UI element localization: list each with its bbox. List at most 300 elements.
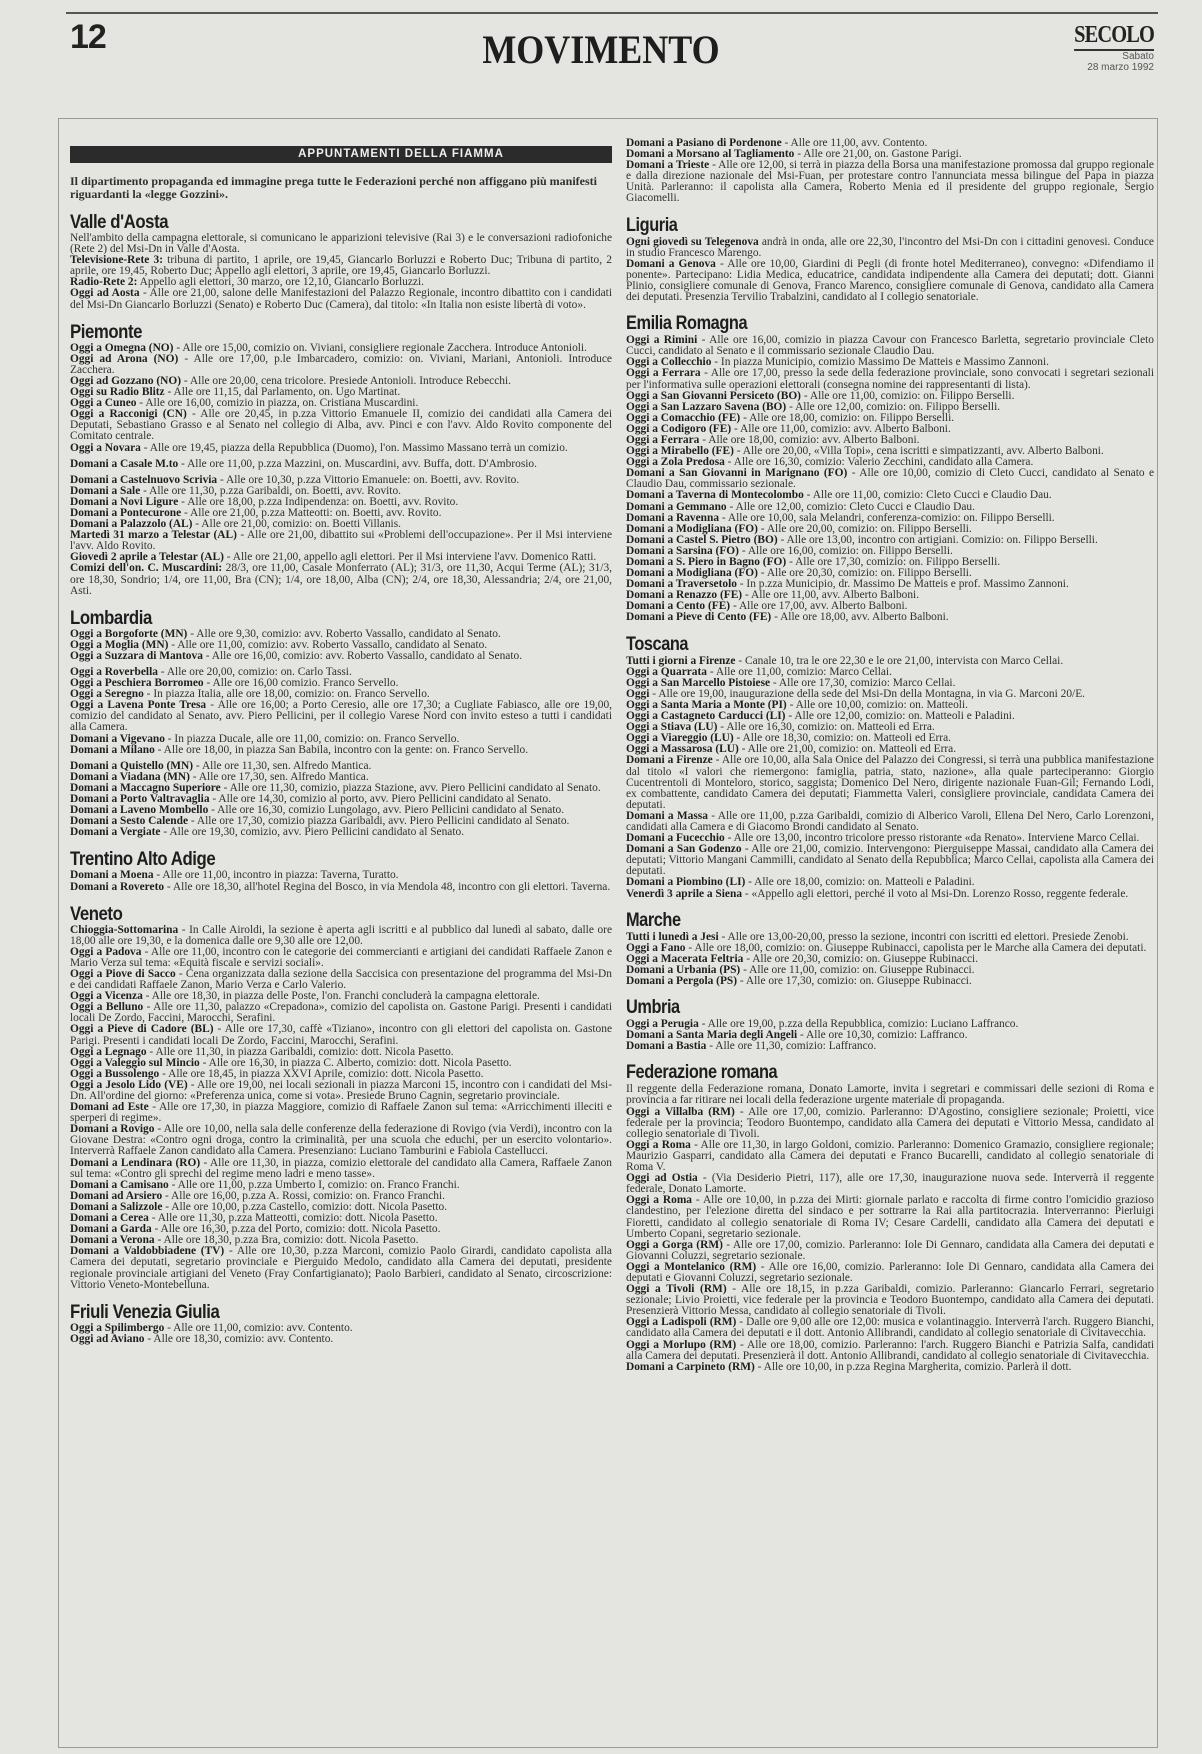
entry-text: - Alle ore 11,30, in largo Goldoni, comizio. Parleranno: Domenico Gramazio, consigliere regionale; Maurizio Gasparri, candidato alla Camera dei deputati e Franco Bucarelli, candidato al collegio senatoriale di Roma V. xyxy=(626,1138,1154,1174)
entry-text: - Alle ore 11,30, comizio: Laffranco. xyxy=(706,1040,877,1053)
entry-text: Il reggente della Federazione romana, Donato Lamorte, invita i segretari e commissari delle sezioni di Roma e provincia a far ritirare nei locali della federazione urgente materiale di propaganda. xyxy=(626,1083,1154,1107)
entry-lead: Domani a Santa Maria degli Angeli xyxy=(626,1029,798,1042)
entry-text: - Alle ore 12,00, comizio: Cleto Cucci e Claudio Dau. xyxy=(726,500,975,513)
left-regions xyxy=(70,212,612,1345)
entry-text: - Alle ore 11,00, avv. Contento. xyxy=(781,137,928,149)
entry-lead: Radio-Rete 2: xyxy=(70,276,138,289)
entry-lead: Domani a Fucecchio xyxy=(626,832,725,845)
announcement-entry xyxy=(70,1124,612,1157)
entry-lead: Domani a Viadana (MN) xyxy=(70,770,190,783)
entry-text: - Alle ore 12,00, si terrà in piazza della Borsa una manifestazione promossa dal gruppo regionale e dalla direzione nazionale del Msi-Fuan, per protestare contro l'annunciata messa bilingue del Papa in piazza Unità. Parleranno: il capolista alla Camera, Roberto Menia ed il presidente del gruppo regionale, Sergio Giacomelli. xyxy=(626,159,1154,205)
entry-text: - Alle ore 12,00, comizio: on. Filippo Berselli. xyxy=(786,400,1001,413)
entry-text: - Alle ore 19,45, piazza della Repubblica (Duomo), l'on. Massimo Massano terrà un comizio. xyxy=(140,441,568,454)
entry-lead: Domani a Modigliana (FO) xyxy=(626,522,758,535)
entry-text: - Alle ore 10,00, in p.zza dei Mirti: giornale parlato e raccolta di firme contro l'omicidio grazioso clandestino, per l'elezione diretta del sindaco e per sottrarre la Rai alla partitocrazia. Interverranno: Pierluigi Fioretti, candidato al collegio senatoriale di Roma IV; Cesare Cardelli, candidato alla Camera dei deputati e Umberto Copani, segretario sezionale. xyxy=(626,1194,1154,1240)
entry-lead: Oggi a Castagneto Carducci (LI) xyxy=(626,710,786,723)
entry-text: - Alle ore 20,45, in p.zza Vittorio Emanuele II, comizio dei candidati alla Camera dei Deputati, Sebastiano Grasso e al Senato nel collegio di Alba, avv. Pinci e con l'avv. Aldo Rovito componente del Comitato centrale. xyxy=(70,408,612,443)
announcement-entry xyxy=(626,259,1154,303)
entry-lead: Domani a Lendinara (RO) xyxy=(70,1156,201,1169)
announcement-entry xyxy=(626,976,1154,987)
announcement-entry xyxy=(70,1080,612,1102)
entry-text: - Alle ore 21,00, appello agli elettori. Per il Msi interviene l'avv. Domenico Ratti. xyxy=(223,551,597,564)
entry-text: - Alle ore 16,00; a Porto Ceresio, alle ore 17,30; a Cugliate Fabiasco, alle ore 19,00, comizio del candidato al Senato, avv. Piero Pellicini, per il collegio Varese Nord con invito esteso a tutti i candidati alla Camera. xyxy=(70,699,612,734)
entry-lead: Oggi a Belluno xyxy=(70,1001,144,1014)
announcement-entry xyxy=(626,1240,1154,1262)
entry-lead: Domani a Rovereto xyxy=(70,880,165,893)
announcement-entry xyxy=(70,563,612,596)
announcement-entry xyxy=(626,335,1154,357)
entry-text: - Alle ore 11,30, in piazza Garibaldi, comizio: dott. Nicola Pasetto. xyxy=(146,1045,454,1058)
entry-text: - Alle ore 18,00, comizio. Parleranno: l'arch. Ruggero Bianchi e Patrizia Salfa, candidati alla Camera dei deputati. Presenzierà il dott. Antonio Allibrandi, candidato al collegio senatoriale di Civitavecchia. xyxy=(626,1338,1154,1362)
entry-text: - Alle ore 11,00, p.zza Umberto I, comizio: on. Franco Franchi. xyxy=(168,1178,460,1191)
entry-lead: Domani a Camisano xyxy=(70,1178,169,1191)
region-section xyxy=(626,998,1154,1052)
region-title: Veneto xyxy=(70,902,123,925)
region-title: Valle d'Aosta xyxy=(70,211,169,233)
announcement-entry xyxy=(70,827,612,838)
entry-text: - Alle ore 16,30, in piazza C. Alberto, comizio: dott. Nicola Pasetto. xyxy=(199,1056,512,1069)
entry-text: - Alle ore 20,00, «Villa Topi», cena iscritti e simpatizzanti, avv. Alberto Balboni. xyxy=(733,445,1104,458)
entry-text: - Alle ore 20,00, comizio: on. Filippo Berselli. xyxy=(757,522,972,535)
announcement-entry xyxy=(626,612,1154,623)
entry-lead: Oggi a Suzzara di Mantova xyxy=(70,649,203,662)
entry-text: - Alle ore 19,00, p.zza della Repubblica, comizio: Luciano Laffranco. xyxy=(698,1018,1019,1031)
announcement-entry xyxy=(626,368,1154,390)
entry-lead: Domani a Bastia xyxy=(626,1040,707,1053)
entry-lead: Domani a Trieste xyxy=(626,159,710,172)
announcement-entry xyxy=(626,889,1154,900)
entry-lead: Oggi a Peschiera Borromeo xyxy=(70,677,204,690)
entry-lead: Oggi a San Marcello Pistoiese xyxy=(626,676,771,689)
entry-text: - Alle ore 11,30, sen. Alfredo Mantica. xyxy=(193,759,372,772)
entry-text: - Alle ore 11,30, palazzo «Crepadona», comizio del capolista on. Gastone Parigi. Presenti i candidati locali De Zordo, Faccini, Marocchi, Serafini. xyxy=(70,1001,613,1025)
entry-text: - In piazza Municipio, comizio Massimo De Matteis e Massimo Zannoni. xyxy=(711,356,1049,369)
entry-text: - In Calle Airoldi, la sezione è aperta agli iscritti e al pubblico dal lunedì al sabato, dalle ore 18,00 alle ore 19,30, e la domenica dalle ore 9,30 alle ore 12,00. xyxy=(70,923,612,947)
entry-text: - Alle ore 16,00, p.zza A. Rossi, comizio: on. Franco Franchi. xyxy=(162,1189,446,1202)
entry-lead: Domani a Rovigo xyxy=(70,1123,155,1136)
entry-text: - Alle ore 10,00, sala Melandri, conferenza-comizio: on. Filippo Berselli. xyxy=(719,511,1055,524)
entry-text: - Alle ore 20,00, cena tricolore. Presiede Antonioli. Introduce Rebecchi. xyxy=(181,374,511,387)
entry-lead: Domani a Casale M.to xyxy=(70,457,179,470)
region-title: Marche xyxy=(626,909,681,931)
entry-text: - In piazza Ducale, alle ore 11,00, comizio: on. Franco Servello. xyxy=(164,732,460,745)
entry-lead: Domani a Traversetolo xyxy=(626,578,737,591)
announcement-entry xyxy=(70,530,612,552)
entry-text: - Alle ore 13,00-20,00, presso la sezione, incontri con iscritti ed elettori. Presiede Zenobi. xyxy=(718,930,1129,943)
entry-lead: Oggi a Ferrara xyxy=(626,367,701,380)
entry-lead: Ogni giovedì su Telegenova xyxy=(626,235,759,248)
entry-lead: Domani a Castel S. Pietro (BO) xyxy=(626,533,778,546)
entry-text: - Alle ore 18,30, comizio: avv. Contento. xyxy=(144,1332,334,1345)
entry-lead: Oggi a Comacchio (FE) xyxy=(626,411,741,424)
announcement-entry xyxy=(626,844,1154,877)
entry-text: - Alle ore 12,00, comizio: on. Matteoli e Paladini. xyxy=(785,710,1015,723)
entry-lead: Oggi a Quarrata xyxy=(626,665,707,678)
entry-text: - Alle ore 14,30, comizio al porto, avv. Piero Pellicini candidato al Senato. xyxy=(209,793,552,806)
entry-lead: Domani a Sale xyxy=(70,484,141,497)
newspaper-brand xyxy=(1054,22,1154,73)
region-section xyxy=(626,635,1154,900)
entry-lead: Oggi a Padova xyxy=(70,945,142,958)
entry-lead: Domani a San Godenzo xyxy=(626,843,742,856)
entry-lead: Domani a Valdobbiadene (TV) xyxy=(70,1245,225,1258)
entry-lead: Domani a Massa xyxy=(626,809,708,822)
entry-lead: Domani a Novi Ligure xyxy=(70,495,179,508)
entry-text: - Alle ore 11,00, comizio: Cleto Cucci e Claudio Dau. xyxy=(803,489,1052,502)
entry-lead: Oggi a Stiava (LU) xyxy=(626,721,718,734)
entry-text: - Alle ore 17,30, in piazza Maggiore, comizio di Raffaele Zanon sul tema: «Arricchimenti illeciti e sperperi di regime». xyxy=(70,1101,612,1125)
entry-lead: Tutti i lunedì a Jesi xyxy=(626,930,719,943)
entry-lead: Oggi a Vicenza xyxy=(70,990,143,1003)
entry-lead: Domani a San Giovanni in Marignano (FO) xyxy=(626,467,848,480)
entry-lead: Oggi a Montelanico (RM) xyxy=(626,1260,757,1273)
entry-text: - Alle ore 11,00, comizio: avv. Contento. xyxy=(164,1321,353,1334)
entry-text: - In p.zza Municipio, dr. Massimo De Matteis e prof. Massimo Zannoni. xyxy=(736,578,1069,591)
entry-text: - Alle ore 21,00, p.zza Matteotti: on. Boetti, avv. Rovito. xyxy=(181,506,442,519)
region-section xyxy=(70,608,612,839)
announcement-entry xyxy=(626,1340,1154,1362)
entry-lead: Domani a Ravenna xyxy=(626,511,720,524)
entry-lead: Oggi ad Gozzano (NO) xyxy=(70,374,182,387)
entry-lead: Oggi a Moglia (MN) xyxy=(70,638,169,651)
entry-text: - Alle ore 18,00, comizio: on. Giuseppe Rubinacci, capolista per le Marche alla Camera dei deputati. xyxy=(685,941,1147,954)
entry-lead: Martedì 31 marzo a Telestar (AL) xyxy=(70,529,237,542)
entry-lead: Oggi a Macerata Feltria xyxy=(626,952,744,965)
entry-text: - Alle ore 18,30, p.zza Bra, comizio: dott. Nicola Pasetto. xyxy=(154,1234,419,1247)
entry-text: - Alle ore 17,30, sen. Alfredo Mantica. xyxy=(189,770,369,783)
entry-lead: Domani a Milano xyxy=(70,743,155,756)
entry-text: - Alle ore 11,00, p.zza Mazzini, on. Muscardini, avv. Buffa, dott. D'Ambrosio. xyxy=(178,457,537,470)
entry-lead: Domani a Sarsina (FO) xyxy=(626,544,739,557)
announcement-entry xyxy=(626,755,1154,810)
announcement-entry xyxy=(70,409,612,442)
announcement-entry xyxy=(626,237,1154,259)
entry-text: - Alle ore 11,00, incontro in piazza: Taverna, Turatto. xyxy=(153,869,399,882)
entry-text: - Alle ore 11,00, comizio: on. Giuseppe Rubinacci. xyxy=(740,963,975,976)
region-section xyxy=(626,216,1154,304)
region-title: Lombardia xyxy=(70,606,152,629)
entry-text: - Alle ore 11,30, comizio, piazza Stazione, avv. Piero Pellicini candidato al Senato. xyxy=(220,781,601,794)
entry-text: - Alle ore 10,30, p.zza Vittorio Emanuele: on. Boetti, avv. Rovito. xyxy=(217,473,520,486)
entry-text: - Alle ore 11,30, p.zza Matteotti, comizio: dott. Nicola Pasetto. xyxy=(148,1212,438,1225)
announcement-entry xyxy=(70,233,612,255)
entry-lead: Oggi a Roma xyxy=(626,1194,692,1207)
entry-lead: Oggi a Ferrara xyxy=(626,433,700,446)
region-section xyxy=(626,314,1154,623)
entry-lead: Oggi a Cuneo xyxy=(70,397,137,410)
region-title: Friuli Venezia Giulia xyxy=(70,1300,220,1323)
section-title: MOVIMENTO xyxy=(482,27,720,72)
entry-lead: Oggi a Lavena Ponte Tresa xyxy=(70,699,207,712)
entry-lead: Oggi a Omegna (NO) xyxy=(70,341,174,354)
entry-lead: Domani a Vigevano xyxy=(70,732,165,745)
entry-lead: Oggi a Mirabello (FE) xyxy=(626,445,734,458)
region-section xyxy=(626,911,1154,987)
entry-lead: Domani a Modigliana (FO) xyxy=(626,567,758,580)
announcement-entry xyxy=(626,1195,1154,1239)
entry-lead: Oggi ad Ostia xyxy=(626,1172,698,1185)
entry-lead: Oggi a Ladispoli (RM) xyxy=(626,1316,737,1329)
entry-lead: Domani a Gemmano xyxy=(626,500,727,513)
entry-text: - Alle ore 17,00, presso la sede della federazione provinciale, sono convocati i segretari sezionali per l'informativa sulle operazioni elettorali (consegna nomine dei rappresentanti di lista). xyxy=(626,367,1154,391)
entry-text: - Canale 10, tra le ore 22,30 e le ore 21,00, intervista con Marco Cellai. xyxy=(735,654,1064,667)
announcement-entry xyxy=(70,255,612,277)
entry-text: - Alle ore 18,00, p.zza Indipendenza: on. Boetti, avv. Rovito. xyxy=(178,495,459,508)
entry-text: - Alle ore 17,00, avv. Alberto Balboni. xyxy=(730,600,908,613)
entry-lead: Domani a Pontecurone xyxy=(70,506,182,519)
entry-text: - Alle ore 10,00, comizio: on. Matteoli. xyxy=(786,698,968,711)
entry-text: - Alle ore 13,00, incontro tricolore presso ristorante «da Renato». Interviene Marco Cellai. xyxy=(724,832,1140,845)
entry-lead: Oggi a Codigoro (FE) xyxy=(626,422,732,435)
entry-text: - Alle ore 11,30, in piazza, comizio elettorale del candidato alla Camera, Raffaele Zanon sul tema: «Contro gli sprechi del regime meno ladri e meno tasse». xyxy=(70,1156,612,1180)
entry-text: - Alle ore 19,00, nei locali sezionali in piazza Marconi 15, incontro con i candidati del Msi-Dn. All'ordine del giorno: «Preferenza unica, come si vota». Presiede Bruno Cagnin, segretario provinciale. xyxy=(70,1078,612,1102)
entry-text: - Alle ore 21,00, comizio: on. Matteoli ed Erra. xyxy=(738,743,957,756)
entry-text: - Alle ore 18,00, in piazza San Babila, incontro con la gente: on. Franco Servello. xyxy=(154,743,529,756)
entry-lead: Oggi a Massarosa (LU) xyxy=(626,743,739,756)
entry-text: - Alle ore 18,00, avv. Alberto Balboni. xyxy=(771,611,949,624)
entry-lead: Domani a Salizzole xyxy=(70,1200,163,1213)
announcement-entry xyxy=(70,925,612,947)
announcement-entry xyxy=(70,288,612,310)
entry-text: - Alle ore 13,00, incontro con artigiani. Comizio: on. Filippo Berselli. xyxy=(777,533,1098,546)
entry-text: Nell'ambito della campagna elettorale, si comunicano le apparizioni televisive (Rai 3) e le conversazioni radiofoniche (Rete 2) del Msi-Dn in Valle d'Aosta. xyxy=(70,232,612,256)
entry-lead: Domani a Vergiate xyxy=(70,826,161,839)
entry-text: - Alle ore 17,30, comizio: Marco Cellai. xyxy=(770,676,956,689)
entry-text: - Alle ore 21,00, dibattito sui «Problemi dell'occupazione». Per il Msi interviene l'avv. Aldo Rovito. xyxy=(70,529,613,553)
entry-lead: Oggi a Pieve di Cadore (BL) xyxy=(70,1023,214,1036)
entry-text: - Alle ore 20,30, comizio: on. Filippo Berselli. xyxy=(757,567,972,580)
entry-text: - (Via Desiderio Pietri, 117), alle ore 17,30, inaugurazione nuova sede. Interverrà il reggente federale, Donato Lamorte. xyxy=(626,1172,1154,1196)
entry-lead: Oggi ad Aviano xyxy=(70,1332,145,1345)
entry-text: - Alle ore 16,00 comizio. Franco Servello. xyxy=(203,677,399,690)
entry-lead: Domani a Genova xyxy=(626,257,716,270)
announcement-entry xyxy=(70,354,612,376)
announcement-entry xyxy=(70,1158,612,1180)
announcement-entry xyxy=(626,1317,1154,1339)
entry-text: - Dalle ore 9,00 alle ore 12,00: musica e volantinaggio. Interverrà l'arch. Ruggero Bianchi, candidato alla Camera dei deputati e il dott. Antonio Allibrandi, candidato al collegio senatoriale di Civitavecchia. xyxy=(626,1316,1155,1340)
entry-lead: Oggi a Roverbella xyxy=(70,666,158,678)
entry-lead: Domani a Cento (FE) xyxy=(626,600,731,613)
entry-lead: Domani a Pasiano di Pordenone xyxy=(626,137,782,149)
entry-lead: Tutti i giorni a Firenze xyxy=(626,654,736,667)
entry-text: - Alle ore 10,00, comizio di Cleto Cucci, candidato al Senato e Claudio Dau, commissario sezionale. xyxy=(626,467,1154,491)
entry-lead: Oggi a Santa Maria a Monte (PI) xyxy=(626,698,787,711)
entry-lead: Oggi a Gorga (RM) xyxy=(626,1238,723,1251)
entry-lead: Oggi a Bussolengo xyxy=(70,1067,160,1080)
announcement-entry xyxy=(626,1284,1154,1317)
entry-text: - «Appello agli elettori, perché il voto al Msi-Dn. Lorenzo Rosso, reggente federale. xyxy=(742,887,1129,900)
entry-lead: Domani a Moena xyxy=(70,869,154,882)
entry-text: - Alle ore 10,30, comizio: Laffranco. xyxy=(797,1029,968,1042)
entry-lead: Oggi ad Aosta xyxy=(70,287,140,300)
entry-text: - Alle ore 16,00, comizio in piazza Cavour con Francesco Barletta, segretario provinciale Cleto Cucci, candidato al Senato e il commissario sezionale Claudio Dau. xyxy=(626,334,1155,358)
entry-lead: Oggi ad Arona (NO) xyxy=(70,352,179,365)
entry-lead: Oggi a Novara xyxy=(70,441,141,454)
entry-lead: Domani a S. Piero in Bagno (FO) xyxy=(626,556,787,568)
entry-lead: Oggi a Collecchio xyxy=(626,356,712,369)
announcement-entry xyxy=(70,459,612,470)
announcement-entry xyxy=(626,1262,1154,1284)
entry-lead: Oggi a Zola Predosa xyxy=(626,456,725,469)
entry-text: - Alle ore 21,00, on. Gastone Parigi. xyxy=(794,148,962,161)
announcement-entry xyxy=(70,1334,612,1345)
entry-lead: Domani a Urbania (PS) xyxy=(626,963,741,976)
intro-paragraph: Il dipartimento propaganda ed immagine prega tutte le Federazioni perché non affiggano più manifesti riguardanti la «legge Gozzini». xyxy=(70,174,597,201)
announcement-entry xyxy=(626,1140,1154,1173)
entry-lead: Oggi a Perugia xyxy=(626,1018,699,1031)
entry-lead: Domani a Maccagno Superiore xyxy=(70,781,221,794)
entry-text: - Alle ore 11,00, comizio: Marco Cellai. xyxy=(707,665,892,678)
right-regions xyxy=(626,138,1154,1373)
entry-lead: Oggi su Radio Blitz xyxy=(70,386,165,399)
entry-text: - Alle ore 11,00, avv. Alberto Balboni. xyxy=(742,589,920,602)
region-title: Federazione romana xyxy=(626,1062,778,1084)
entry-text: - Alle ore 11,00, p.zza Garibaldi, comizio di Alberico Varoli, Ellena Del Nero, Carlo Lorenzoni, candidati alla Camera e di Giacomo Brondi candidato al Senato. xyxy=(626,809,1154,833)
entry-lead: Oggi a Seregno xyxy=(70,688,144,701)
entry-lead: Domani a Piombino (LI) xyxy=(626,876,746,889)
announcement-entry xyxy=(626,1173,1154,1195)
brand-day: Sabato xyxy=(1122,51,1154,62)
announcement-entry xyxy=(70,1002,612,1024)
entry-lead: Oggi a Viareggio (LU) xyxy=(626,732,734,745)
entry-text: - Alle ore 19,30, comizio, avv. Piero Pellicini candidato al Senato. xyxy=(160,826,465,839)
entry-text: - Alle ore 18,15, in p.zza Garibaldi, comizio. Parleranno: Giancarlo Ferrari, segretario sezionale; Livio Proietti, vice federale per la provincia e Teodoro Buontempo, candidato alla Camera dei deputati. Presenzierà Vittorio Messa, candidato al collegio senatoriale di Tivoli. xyxy=(626,1283,1154,1318)
announcement-entry xyxy=(626,1362,1154,1373)
announcement-entry xyxy=(70,651,612,662)
announcement-entry xyxy=(626,1084,1154,1106)
entry-text: - Alle ore 11,00, comizio: avv. Roberto Vassallo, candidato al Senato. xyxy=(168,638,488,651)
entry-text: 28/3, ore 11,00, Casale Monferrato (AL); 31/3, ore 11,30, Acqui Terme (AL); 31/3, ore 18,30, Sondrio; 1/4, ore 11,00, Bra (CN); 1/4, ore 18,00, Alba (CN); 2/4, ore 18,30, Alessandria; 2/4, ore 21,00, Asti. xyxy=(70,562,612,597)
entry-text: - Alle ore 16,00, comizio. Parleranno: Iole Di Gennaro, candidata alla Camera dei deputati e Giovanni Coluzzi, segretario sezionale. xyxy=(626,1260,1154,1284)
entry-text: - Alle ore 11,00, comizio: avv. Alberto Balboni. xyxy=(731,422,951,435)
entry-lead: Oggi a San Giovanni Persiceto (BO) xyxy=(626,389,801,402)
region-section xyxy=(70,212,612,311)
entry-lead: Oggi a Roma xyxy=(626,1138,691,1151)
entry-lead: Domani a Sesto Calende xyxy=(70,815,189,828)
left-column xyxy=(70,142,612,1356)
entry-text: - Alle ore 11,00, incontro con le categorie dei commercianti e artigiani dei candidati Raffaele Zanon e Mario Verza sul tema: «Equità fiscale e servizi sociali». xyxy=(70,945,612,969)
entry-text: - Alle ore 10,00, alla Sala Onice del Palazzo dei Congressi, si terrà una pubblica manifestazione dal titolo «I valori che riemergono: famiglia, patria, stato, nazione», alla quale parteciperanno: Giorgio Cucentrentoli di Monteloro, storico, saggista; Domenico Del Nero, dirigente nazionale Fuan-Gil; Fernando Lodi, ex combattente, candidato Camera dei deputati; Fiammetta Valeri, consigliere provinciale, candidata Camera dei deputati. xyxy=(626,754,1154,811)
page-number: 12 xyxy=(70,18,106,56)
region-section xyxy=(70,322,612,597)
brand-date: 28 marzo 1992 xyxy=(1087,62,1154,73)
announcement-entry xyxy=(626,160,1154,204)
entry-text: - Alle ore 11,15, dal Parlamento, on. Ugo Martinat. xyxy=(164,386,401,399)
entry-text: - Alle ore 9,30, comizio: avv. Roberto Vassallo, candidato al Senato. xyxy=(187,627,501,640)
region-section xyxy=(626,1063,1154,1372)
entry-lead: Oggi a Villalba (RM) xyxy=(626,1105,735,1118)
entry-lead: Oggi xyxy=(626,687,650,700)
entry-text: - Alle ore 16,00, comizio: on. Filippo Berselli. xyxy=(738,544,953,557)
region-title: Trentino Alto Adige xyxy=(70,848,216,871)
entry-text: tribuna di partito, 1 aprile, ore 19,45, Giancarlo Borluzzi e Roberto Duc; Tribuna di partito, 2 aprile, ore 19,45, Roberto Duc; Appello agli elettori, 3 aprile, ore 19,45, Giancarlo Borluzzi. xyxy=(70,254,612,278)
entry-text: - Alle ore 18,30, in piazza delle Poste, l'on. Franchi concluderà la campagna elettorale. xyxy=(142,990,540,1003)
entry-lead: Domani a Pieve di Cento (FE) xyxy=(626,611,772,624)
region-section xyxy=(70,849,612,892)
entry-text: - Alle ore 17,30, comizio piazza Garibaldi, avv. Piero Pellicini candidato al Senato. xyxy=(188,815,570,828)
entry-text: - Alle ore 19,00, inaugurazione della sede del Msi-Dn della Montagna, in via G. Marconi 20/E. xyxy=(649,687,1085,700)
entry-lead: Oggi a Spilimbergo xyxy=(70,1321,165,1334)
announcement-entry xyxy=(70,1024,612,1046)
announcement-entry xyxy=(626,811,1154,833)
entry-lead: Oggi a Valeggio sul Mincio xyxy=(70,1056,200,1069)
entry-text: - Alle ore 16,30, p.zza del Porto, comizio: dott. Nicola Pasetto. xyxy=(151,1223,441,1236)
brand-logo: SECOLO xyxy=(1074,22,1154,51)
entry-lead: Oggi a Racconigi (CN) xyxy=(70,408,187,421)
entry-text: Appello agli elettori, 30 marzo, ore 12,10, Giancarlo Borluzzi. xyxy=(137,276,424,289)
entry-lead: Oggi a Jesolo Lido (VE) xyxy=(70,1078,188,1091)
entry-text: - Alle ore 16,00, comizio in piazza, on. Cristiana Muscardini. xyxy=(136,397,419,410)
entry-text: - Alle ore 10,00, p.zza Castello, comizio: dott. Nicola Pasetto. xyxy=(162,1200,448,1213)
entry-lead: Oggi a Piove di Sacco xyxy=(70,967,176,980)
entry-lead: Domani ad Arsiero xyxy=(70,1189,163,1202)
entry-text: - Alle ore 21,00, comizio: on. Boetti Villanis. xyxy=(192,518,401,531)
entry-lead: Domani a Laveno Mombello xyxy=(70,804,209,817)
region-title: Toscana xyxy=(626,633,689,655)
region-title: Emilia Romagna xyxy=(626,313,748,335)
entry-text: - Alle ore 21,00, salone delle Manifestazioni del Palazzo Regionale, incontro dibattito con i candidati del Msi-Dn Giancarlo Borluzzi (Senato) e Roberto Duc (Camera), dal titolo: «In Italia non esiste libertà di voto». xyxy=(70,287,612,311)
announcement-entry xyxy=(70,700,612,733)
announcement-entry xyxy=(626,468,1154,490)
entry-lead: Giovedì 2 aprile a Telestar (AL) xyxy=(70,551,224,564)
entry-lead: Domani a Carpineto (RM) xyxy=(626,1360,755,1373)
entry-text: - Alle ore 18,00, comizio: avv. Alberto Balboni. xyxy=(699,433,920,446)
entry-text: - Alle ore 11,30, p.zza Garibaldi, on. Boetti, avv. Rovito. xyxy=(140,484,402,497)
entry-lead: Domani a Garda xyxy=(70,1223,152,1236)
entry-lead: Oggi a Borgoforte (MN) xyxy=(70,627,188,640)
entry-lead: Domani ad Este xyxy=(70,1101,149,1114)
region-section xyxy=(626,138,1154,205)
entry-lead: Domani a Palazzolo (AL) xyxy=(70,518,193,531)
entry-text: - Alle ore 17,30, caffè «Tiziano», incontro con gli elettori del capolista on. Gastone Parigi. Presenti i candidati locali De Zordo, Faccini, Marocchi, Serafini. xyxy=(70,1023,612,1047)
region-title: Liguria xyxy=(626,214,678,236)
entry-lead: Oggi a Rimini xyxy=(626,334,698,347)
entry-lead: Venerdì 3 aprile a Siena xyxy=(626,887,743,900)
entry-text: - Alle ore 18,00, comizio: on. Matteoli e Paladini. xyxy=(745,876,975,889)
entry-lead: Domani a Morsano al Tagliamento xyxy=(626,148,795,161)
entry-lead: Domani a Pergola (PS) xyxy=(626,975,738,987)
entry-text: - Alle ore 20,30, comizio: on. Giuseppe Rubinacci. xyxy=(743,952,979,965)
region-section xyxy=(70,904,612,1291)
entry-text: - Alle ore 10,30, p.zza Marconi, comizio Paolo Girardi, candidato capolista alla Camera dei deputati, segretario provinciale e Pierguido Medolo, candidato alla Camera dei deputati, presidente regionale provinciale artigiani del Veneto (Fray Confartigianato); Paolo Barbieri, candidato al Senato, circoscrizione: Vittorio Veneto-Montebelluna. xyxy=(70,1245,612,1291)
announcement-entry xyxy=(70,1246,612,1290)
entry-lead: Oggi a Fano xyxy=(626,941,686,954)
announcement-entry xyxy=(70,1102,612,1124)
entry-lead: Comizi dell'on. C. Muscardini: xyxy=(70,562,223,575)
entry-lead: Domani a Verona xyxy=(70,1234,155,1247)
entry-lead: Televisione-Rete 3: xyxy=(70,254,163,267)
announcement-entry xyxy=(626,1107,1154,1140)
entry-text: - Alle ore 16,30, comizio Lungolago, avv. Piero Pellicini candidato al Senato. xyxy=(208,804,565,817)
entry-lead: Oggi a Legnago xyxy=(70,1045,147,1058)
rubric-banner: APPUNTAMENTI DELLA FIAMMA xyxy=(70,146,612,163)
entry-lead: Domani a Porto Valtravaglia xyxy=(70,793,210,806)
entry-lead: Domani a Castelnuovo Scrivia xyxy=(70,473,218,486)
announcement-entry xyxy=(70,882,612,893)
entry-lead: Oggi a Tivoli (RM) xyxy=(626,1283,727,1296)
entry-lead: Domani a Firenze xyxy=(626,754,713,767)
entry-text: - Alle ore 10,00, in p.zza Regina Margherita, comizio. Parlerà il dott. xyxy=(754,1360,1072,1373)
entry-text: - Alle ore 21,00, comizio. Intervengono: Pierguiseppe Massai, candidato alla Camera dei deputati; Vittorio Mangani Cammilli, candidato al Senato della Repubblica; Marco Cellai, capolista alla Camera dei deputati. xyxy=(626,843,1154,878)
entry-text: - Alle ore 20,00, comizio: on. Carlo Tassi. xyxy=(157,666,352,678)
entry-text: - Alle ore 17,00, comizio. Parleranno: Iole Di Gennaro, candidata alla Camera dei deputati e Giovanni Coluzzi, segretario sezionale. xyxy=(626,1238,1154,1262)
announcement-entry xyxy=(70,443,612,454)
right-column xyxy=(626,138,1154,1384)
announcement-entry xyxy=(70,745,612,756)
entry-text: - Alle ore 17,30, comizio: on. Giuseppe Rubinacci. xyxy=(737,975,972,987)
entry-lead: Domani a Renazzo (FE) xyxy=(626,589,743,602)
announcement-entry xyxy=(70,969,612,991)
